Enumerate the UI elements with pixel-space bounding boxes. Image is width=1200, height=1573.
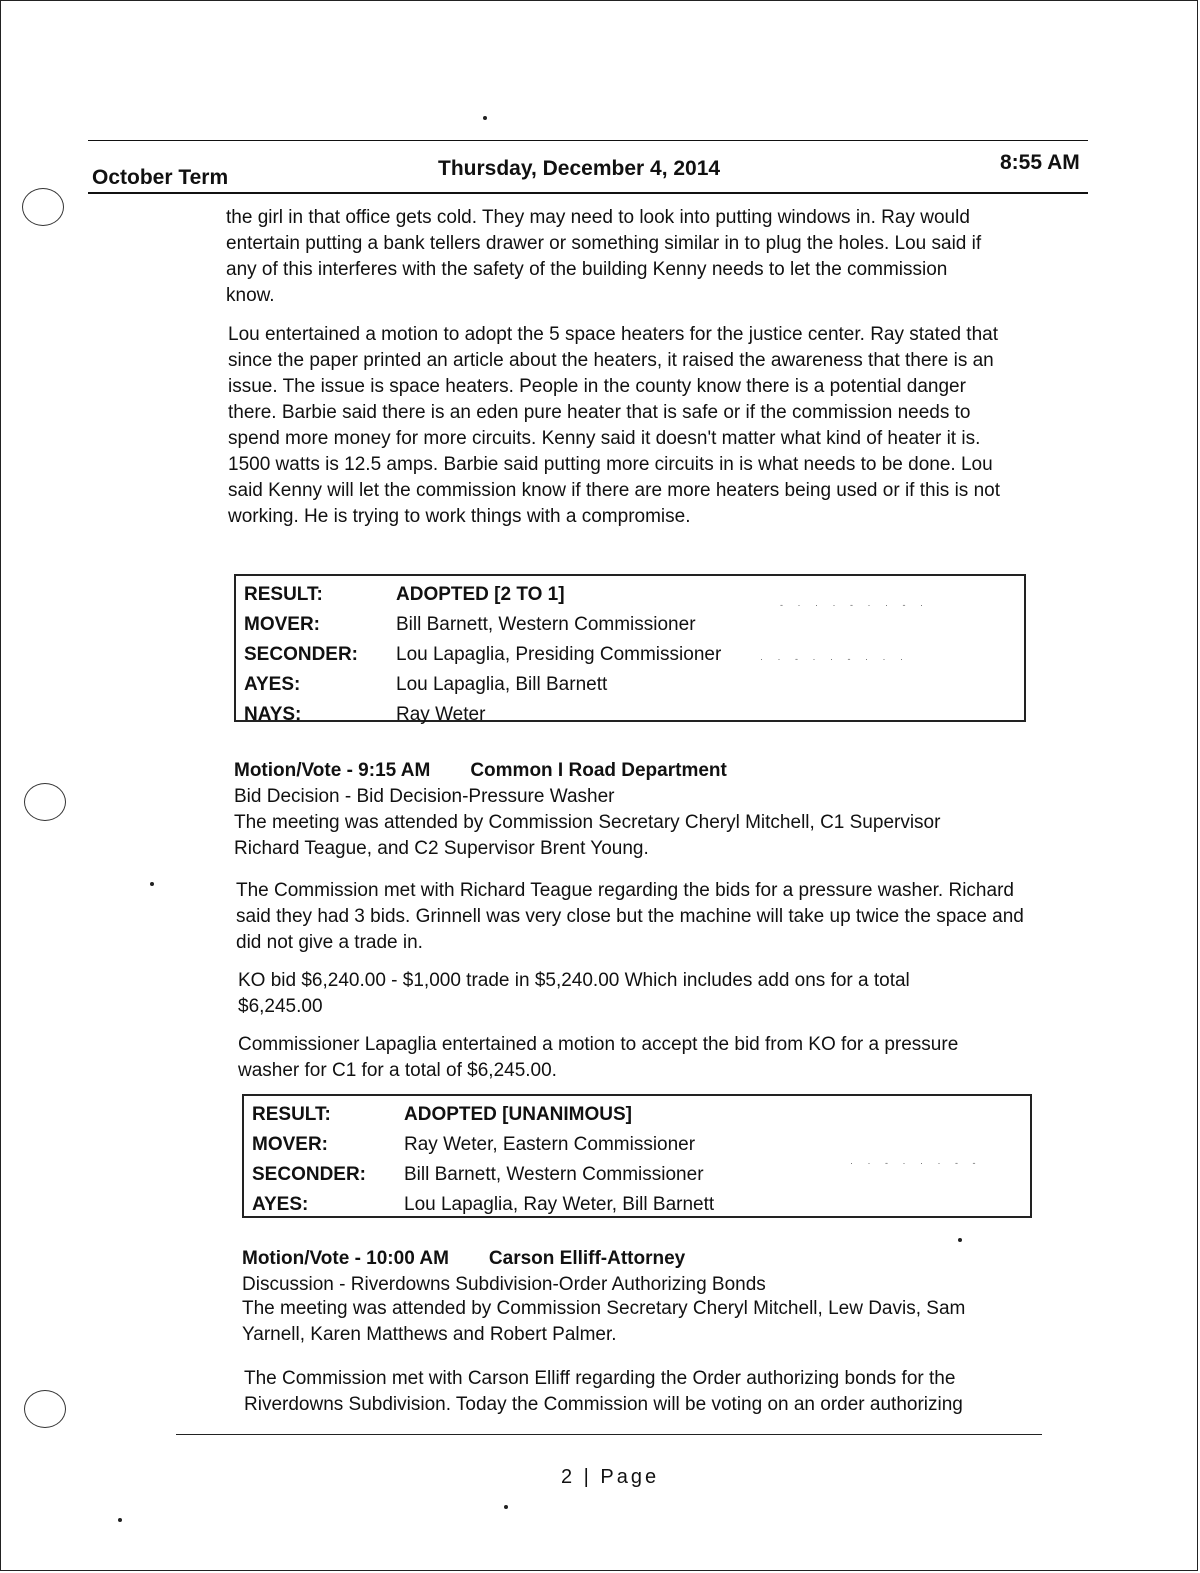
mover-label: MOVER: <box>252 1134 328 1155</box>
ayes-label: AYES: <box>244 674 301 695</box>
paragraph: Lou entertained a motion to adopt the 5 space heaters for the justice center. Ray stated that since the paper printed an article about the heaters, it raised the awareness that there is an issue. The issue is space heaters. People in the county know there is a potential danger there. Barbie said there is an eden pure heater that is safe or if the commission needs to spend more money for more circuits. Kenny said it doesn't matter what kind of heater it is. 1500 watts is 12.5 amps. Barbie said putting more circuits in is what needs to be done. Lou said Kenny will let the commission know if there are more heaters being used or if this is not working. He is trying to work things with a compromise. <box>228 324 1000 527</box>
bid-decision-line: Bid Decision - Bid Decision-Pressure Washer <box>234 786 615 807</box>
result-label: RESULT: <box>252 1104 331 1125</box>
footer-rule <box>176 1434 1042 1435</box>
paragraph: KO bid $6,240.00 - $1,000 trade in $5,240.00 Which includes add ons for a total $6,245.00 <box>238 970 910 1017</box>
motion-time: Motion/Vote - 9:15 AM <box>234 760 431 781</box>
nays-value: Ray Weter <box>396 704 486 725</box>
scan-speck <box>958 1238 962 1242</box>
ayes-value: Lou Lapaglia, Bill Barnett <box>396 674 608 695</box>
motion-heading <box>234 760 727 782</box>
motion-heading <box>242 1248 685 1270</box>
vote-result-box <box>242 1094 1032 1218</box>
punch-hole-middle <box>24 783 66 821</box>
mover-label: MOVER: <box>244 614 320 635</box>
paragraph: The Commission met with Richard Teague regarding the bids for a pressure washer. Richard said they had 3 bids. Grinnell was very close but the machine will take up twice the space and did not give a trade in. <box>236 880 1024 953</box>
vote-row-ayes <box>252 1190 1030 1220</box>
seconder-value: Lou Lapaglia, Presiding Commissioner <box>396 644 722 665</box>
result-value: ADOPTED [UNANIMOUS] <box>404 1104 632 1125</box>
seconder-value: Bill Barnett, Western Commissioner <box>404 1164 704 1185</box>
paragraph: the girl in that office gets cold. They may need to look into putting windows in. Ray would entertain putting a bank tellers drawer or something similar in to plug the holes. Lou said if any of this interferes with the safety of the building Kenny needs to let the commission know. <box>226 207 982 306</box>
punch-hole-top <box>22 188 64 226</box>
vote-row-result <box>252 1100 1030 1130</box>
paragraph: The meeting was attended by Commission Secretary Cheryl Mitchell, Lew Davis, Sam Yarnell, Karen Matthews and Robert Palmer. <box>242 1298 966 1345</box>
discussion-line: Discussion - Riverdowns Subdivision-Order Authorizing Bonds <box>242 1274 766 1295</box>
nays-label: NAYS: <box>244 704 302 725</box>
scan-speck <box>483 116 487 120</box>
paragraph: The meeting was attended by Commission Secretary Cheryl Mitchell, C1 Supervisor Richard Teague, and C2 Supervisor Brent Young. <box>234 812 941 859</box>
header-term: October Term <box>92 166 229 189</box>
paragraph: The Commission met with Carson Elliff regarding the Order authorizing bonds for the Riverdowns Subdivision. Today the Commission will be voting on an order authorizing <box>244 1368 963 1415</box>
scan-noise: · · - · · - · · · <box>760 654 909 664</box>
page-number: 2 | Page <box>561 1466 660 1488</box>
ayes-label: AYES: <box>252 1194 309 1215</box>
scan-noise: - · · · - · · - · <box>780 600 929 610</box>
vote-row-ayes <box>244 670 1024 700</box>
vote-row-nays <box>244 700 1024 730</box>
result-label: RESULT: <box>244 584 323 605</box>
seconder-label: SECONDER: <box>252 1164 367 1185</box>
vote-row-mover <box>244 610 1024 640</box>
department-name: Common I Road Department <box>470 760 727 781</box>
header-date: Thursday, December 4, 2014 <box>438 157 721 180</box>
header-time: 8:55 AM <box>1000 151 1080 174</box>
scan-noise: · · - · · · - - <box>850 1158 982 1168</box>
result-value: ADOPTED [2 TO 1] <box>396 584 565 605</box>
header-rule-top <box>88 140 1088 141</box>
motion-time: Motion/Vote - 10:00 AM <box>242 1248 449 1269</box>
paragraph: Commissioner Lapaglia entertained a motion to accept the bid from KO for a pressure washer for C1 for a total of $6,245.00. <box>238 1034 959 1081</box>
ayes-value: Lou Lapaglia, Ray Weter, Bill Barnett <box>404 1194 715 1215</box>
mover-value: Ray Weter, Eastern Commissioner <box>404 1134 696 1155</box>
attorney-name: Carson Elliff-Attorney <box>488 1248 686 1269</box>
vote-result-box <box>234 574 1026 725</box>
scan-speck <box>504 1505 508 1509</box>
scan-speck <box>118 1518 122 1522</box>
header-rule-bottom <box>88 192 1088 194</box>
punch-hole-bottom <box>24 1390 66 1428</box>
mover-value: Bill Barnett, Western Commissioner <box>396 614 696 635</box>
seconder-label: SECONDER: <box>244 644 359 665</box>
vote-row-mover <box>252 1130 1030 1160</box>
scan-speck <box>150 882 154 886</box>
